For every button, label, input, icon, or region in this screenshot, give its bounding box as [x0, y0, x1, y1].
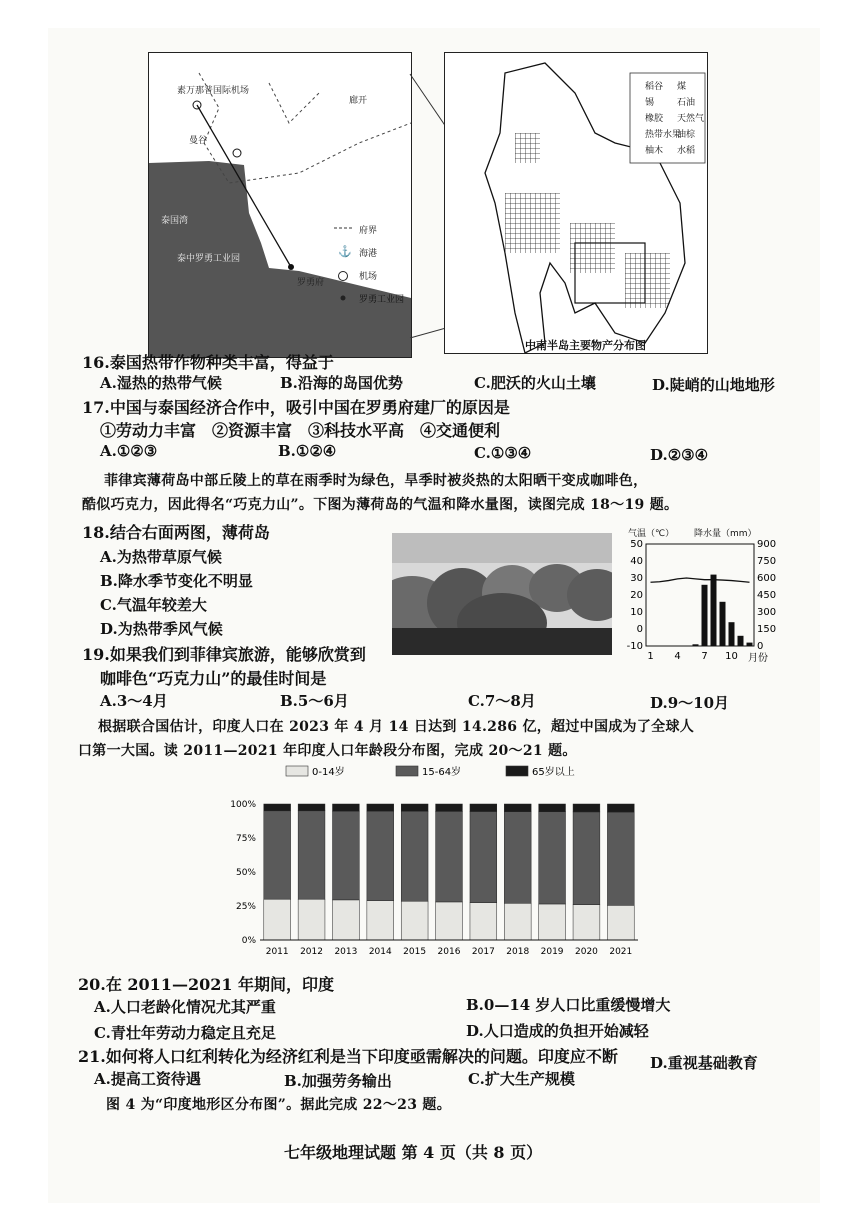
month-tick-label: 10 [725, 651, 738, 662]
y-tick-label: 100% [230, 800, 256, 810]
temp-tick-label: 30 [630, 573, 643, 584]
crop-area [625, 253, 670, 308]
x-tick-label: 2019 [540, 947, 564, 957]
legend-label: 稻谷 [645, 82, 664, 92]
precip-bar [693, 644, 699, 646]
legend-label: 海港 [359, 249, 378, 259]
age-bar-segment [298, 811, 325, 899]
precip-bar [738, 636, 744, 646]
age-bar-segment [264, 899, 291, 940]
x-tick-label: 2013 [334, 947, 358, 957]
q18-option: C.气温年较差大 [100, 596, 207, 614]
legend-label: 府界 [359, 226, 378, 236]
map-caption: 中南半岛主要物产分布图 [525, 339, 646, 352]
x-tick-label: 2014 [368, 947, 392, 957]
precip-tick-label: 150 [757, 624, 777, 635]
precip-axis-title: 降水量（mm） [694, 529, 757, 539]
passage-line: 口第一大国。读 2011—2021 年印度人口年龄段分布图，完成 20～21 题。 [78, 743, 577, 759]
temp-tick-label: -10 [626, 641, 643, 652]
legend-label: 煤 [677, 82, 687, 92]
age-bar-segment [298, 804, 325, 811]
plot-frame [646, 544, 754, 646]
y-tick-label: 75% [235, 834, 256, 844]
q17-option: B.①②④ [278, 442, 337, 460]
x-tick-label: 2011 [265, 947, 289, 957]
y-tick-label: 25% [235, 902, 256, 912]
q19-stem: 19.如果我们到菲律宾旅游，能够欣赏到 [82, 645, 366, 664]
age-bar-segment [298, 899, 325, 940]
map-label: 罗勇府 [297, 278, 325, 288]
q18-option: B.降水季节变化不明显 [100, 572, 253, 590]
month-tick-label: 1 [647, 651, 654, 662]
month-tick-label: 7 [701, 651, 708, 662]
age-bar-segment [504, 804, 531, 812]
map-label: 曼谷 [189, 136, 208, 146]
month-axis-unit: 月份 [748, 653, 768, 664]
age-bar-segment [573, 812, 600, 905]
q20-stem: 20.在 2011—2021 年期间，印度 [78, 975, 335, 994]
legend-label: 油棕 [677, 130, 696, 140]
q17-option: D.②③④ [650, 446, 709, 464]
q21-option: A.提高工资待遇 [94, 1070, 201, 1088]
page-footer: 七年级地理试题 第 4 页（共 8 页） [284, 1143, 543, 1162]
crop-area [570, 223, 615, 273]
chocolate-hills-photo [392, 533, 612, 655]
precip-tick-label: 300 [757, 607, 777, 618]
q19-option: B.5～6月 [280, 692, 349, 710]
q21-stem: 21.如何将人口红利转化为经济红利是当下印度亟需解决的问题。印度应不断 [78, 1047, 618, 1066]
q20-option: C.青壮年劳动力稳定且充足 [94, 1024, 276, 1042]
q21-option: B.加强劳务输出 [284, 1072, 392, 1090]
q20-option: A.人口老龄化情况尤其严重 [94, 998, 276, 1016]
age-bar-segment [607, 812, 634, 905]
age-bar-segment [333, 811, 360, 900]
temperature-line [651, 578, 750, 582]
month-tick-label: 4 [674, 651, 681, 662]
legend-label: 热带水果 [645, 130, 682, 140]
age-bar-segment [539, 804, 566, 812]
indochina-map [444, 52, 708, 354]
q18-stem: 18.结合右面两图，薄荷岛 [82, 523, 270, 542]
map-label: 廊开 [349, 96, 368, 106]
age-bar-segment [401, 901, 428, 940]
age-bar-segment [333, 804, 360, 811]
precip-tick-label: 450 [757, 590, 777, 601]
age-bar-segment [367, 901, 394, 940]
climate-chart [622, 526, 782, 666]
age-bar-segment [573, 804, 600, 812]
legend-swatch [506, 766, 528, 776]
age-bar-segment [436, 902, 463, 940]
x-tick-label: 2015 [403, 947, 427, 957]
q21-option: D.重视基础教育 [650, 1054, 758, 1072]
age-bar-segment [436, 811, 463, 902]
legend-label: 水稻 [677, 146, 696, 156]
legend-swatch [396, 766, 418, 776]
age-bar-segment [436, 804, 463, 811]
x-tick-label: 2016 [437, 947, 461, 957]
q18-option: A.为热带草原气候 [100, 548, 222, 566]
legend-label: 锡 [645, 98, 655, 108]
precip-tick-label: 600 [757, 573, 777, 584]
temp-axis-title: 气温（℃） [628, 529, 675, 539]
q19-option: A.3～4月 [100, 692, 168, 710]
legend-swatch [286, 766, 308, 776]
age-bar-segment [401, 804, 428, 811]
legend-label: 65岁以上 [532, 767, 575, 778]
svg-text:⚓: ⚓ [338, 245, 352, 258]
passage-line: 酷似巧克力，因此得名“巧克力山”。下图为薄荷岛的气温和降水量图，读图完成 18～19 题。 [82, 497, 679, 513]
age-bar-segment [504, 812, 531, 904]
x-tick-label: 2020 [575, 947, 598, 957]
legend-label: 天然气 [677, 114, 705, 124]
q16-option: B.沿海的岛国优势 [280, 374, 403, 392]
age-bar-segment [470, 804, 497, 811]
age-bar-segment [573, 905, 600, 940]
age-bar-segment [539, 812, 566, 904]
exam-page [48, 28, 820, 1203]
legend-label: 罗勇工业园 [359, 295, 405, 305]
passage-line: 根据联合国估计，印度人口在 2023 年 4 月 14 日达到 14.286 亿，超过中国成为了全球人 [98, 719, 695, 735]
x-tick-label: 2021 [609, 947, 633, 957]
precip-tick-label: 0 [757, 641, 764, 652]
y-tick-label: 0% [241, 936, 256, 946]
map-label: 泰国湾 [161, 216, 189, 226]
age-bar-segment [264, 804, 291, 811]
q16-stem: 16.泰国热带作物种类丰富，得益于 [82, 353, 334, 372]
legend-label: 机场 [359, 272, 378, 282]
y-tick-label: 50% [235, 868, 256, 878]
temp-tick-label: 0 [636, 624, 643, 635]
q19-stem: 咖啡色“巧克力山”的最佳时间是 [100, 669, 327, 688]
age-bar-segment [367, 811, 394, 900]
q16-option: C.肥沃的火山土壤 [474, 374, 596, 392]
crop-area [515, 133, 540, 163]
passage-line: 菲律宾薄荷岛中部丘陵上的草在雨季时为绿色，旱季时被炎热的太阳晒干变成咖啡色， [104, 473, 648, 489]
q17-stem: 17.中国与泰国经济合作中，吸引中国在罗勇府建厂的原因是 [82, 398, 510, 417]
age-plot [226, 758, 646, 968]
age-bar-segment [401, 811, 428, 901]
x-tick-label: 2018 [506, 947, 530, 957]
passage-line: 图 4 为“印度地形区分布图”。据此完成 22～23 题。 [106, 1097, 452, 1113]
precip-bar [711, 575, 717, 646]
q17-items: ①劳动力丰富 ②资源丰富 ③科技水平高 ④交通便利 [100, 421, 501, 440]
map-label: 泰中罗勇工业园 [177, 254, 241, 264]
precip-bar [747, 643, 753, 646]
q17-option: A.①②③ [100, 442, 158, 460]
age-bar-segment [470, 903, 497, 940]
legend-label: 石油 [677, 98, 696, 108]
india-age-chart [226, 758, 646, 968]
climate-plot [622, 536, 782, 664]
q20-option: D.人口造成的负担开始减轻 [466, 1022, 649, 1040]
age-bar-segment [367, 804, 394, 811]
age-bar-segment [470, 811, 497, 902]
q20-option: B.0—14 岁人口比重缓慢增大 [466, 996, 671, 1014]
q21-option: C.扩大生产规模 [468, 1070, 575, 1088]
precip-bar [702, 585, 708, 646]
age-bar-segment [264, 811, 291, 899]
legend-label: 橡胶 [645, 114, 664, 124]
age-bar-segment [607, 804, 634, 812]
temp-tick-label: 10 [630, 607, 643, 618]
legend-label: 柚木 [645, 146, 664, 156]
age-bar-segment [333, 900, 360, 940]
legend-label: 15-64岁 [422, 767, 462, 778]
map-shapes [445, 53, 707, 353]
temp-tick-label: 20 [630, 590, 643, 601]
q18-option: D.为热带季风气候 [100, 620, 223, 638]
age-bar-segment [607, 905, 634, 940]
crop-area [505, 193, 560, 253]
age-bar-segment [504, 903, 531, 940]
q16-option: A.湿热的热带气候 [100, 374, 222, 392]
q19-option: D.9～10月 [650, 694, 730, 712]
map-label: 素万那普国际机场 [177, 86, 250, 96]
precip-bar [729, 622, 735, 646]
precip-tick-label: 900 [757, 539, 777, 550]
industrial-park-marker [288, 264, 294, 270]
q19-option: C.7～8月 [468, 692, 536, 710]
q17-option: C.①③④ [474, 444, 532, 462]
precip-bar [720, 602, 726, 646]
x-tick-label: 2017 [471, 947, 495, 957]
age-bar-segment [539, 904, 566, 940]
q16-option: D.陡峭的山地地形 [652, 376, 775, 394]
temp-tick-label: 40 [630, 556, 643, 567]
temp-tick-label: 50 [630, 539, 643, 550]
precip-tick-label: 750 [757, 556, 777, 567]
legend-label: 0-14岁 [312, 767, 345, 778]
x-tick-label: 2012 [300, 947, 323, 957]
